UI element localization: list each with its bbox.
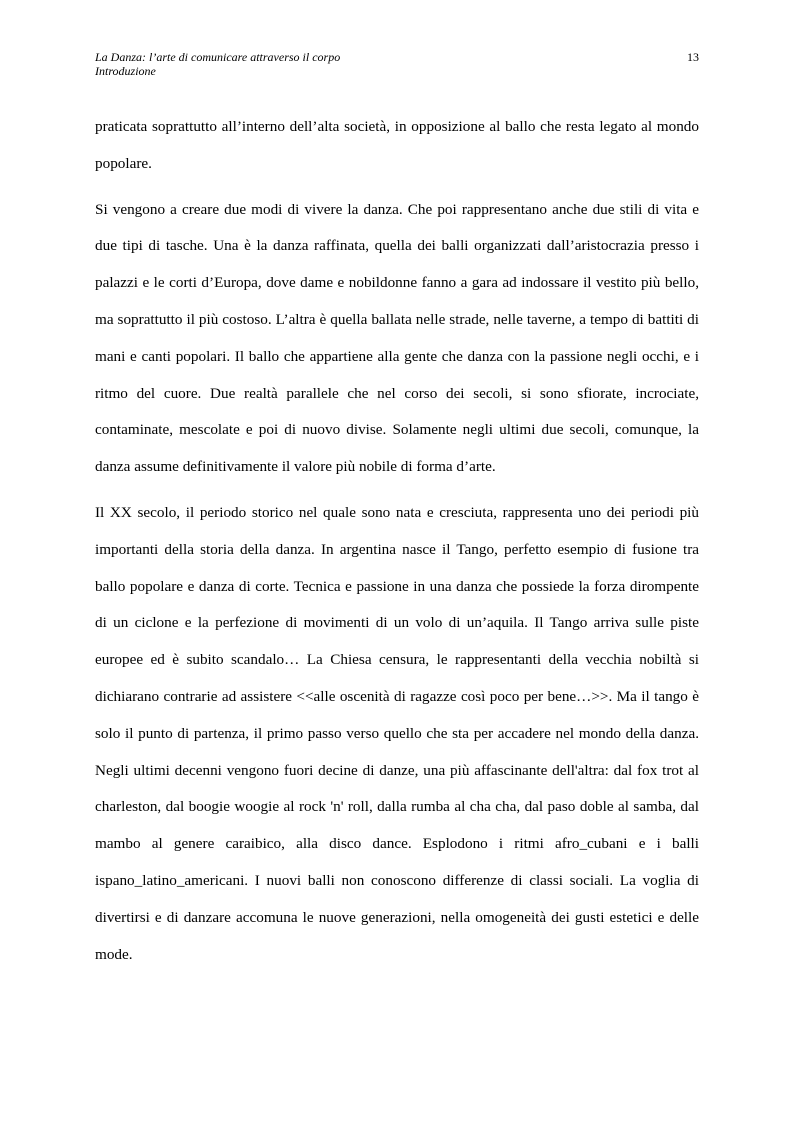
header-section: Introduzione (95, 64, 156, 78)
paragraph-twentieth-century: Il XX secolo, il periodo storico nel quale sono nata e cresciuta, rappresenta uno dei periodi più importanti della storia della danza. In argentina nasce il Tango, perfetto esempio di fusione tra ballo popolare e danza di corte. Tecnica e passione in una danza che possiede la forza dirompente di un ciclone e la perfezione di movimenti di un volo di un’aquila. Il Tango arriva sulle piste europee ed è subito scandalo… La Chiesa censura, le rappresentanti della vecchia nobiltà si dichiarano contrarie ad assistere <<alle oscenità di ragazze così poco per bene…>>. Ma il tango è solo il punto di partenza, il primo passo verso quello che sta per accadere nel mondo della danza. Negli ultimi decenni vengono fuori decine di danze, una più affascinante dell'altra: dal fox trot al charleston, dal boogie woogie al rock 'n' roll, dalla rumba al cha cha, dal paso doble al samba, dal mambo al genere caraibico, alla disco dance. Esplodono i ritmi afro_cubani e i balli ispano_latino_americani. I nuovi balli non conoscono differenze di classi sociali. La voglia di divertirsi e di danzare accomuna le nuove generazioni, nella omogeneità dei gusti estetici e delle mode. (95, 503, 699, 963)
paragraph-continuation: praticata soprattutto all’interno dell’alta società, in opposizione al ballo che resta legato al mondo popolare. (95, 118, 699, 172)
page-number: 13 (687, 50, 699, 64)
page-header (95, 50, 699, 78)
header-title: La Danza: l’arte di comunicare attraverso il corpo (95, 50, 341, 64)
body-text (95, 109, 699, 982)
paragraph-two-ways-of-dance: Si vengono a creare due modi di vivere la danza. Che poi rappresentano anche due stili di vita e due tipi di tasche. Una è la danza raffinata, quella dei balli organizzati dall’aristocrazia presso i palazzi e le corti d’Europa, dove dame e nobildonne fanno a gara ad indossare il vestito più bello, ma soprattutto il più costoso. L’altra è quella ballata nelle strade, nelle taverne, a tempo di battiti di mani e canti popolari. Il ballo che appartiene alla gente che danza con la passione negli occhi, e i ritmo del cuore. Due realtà parallele che nel corso dei secoli, si sono sfiorate, incrociate, contaminate, mescolate e poi di nuovo divise. Solamente negli ultimi due secoli, comunque, la danza assume definitivamente il valore più nobile di forma d’arte. (95, 200, 699, 476)
